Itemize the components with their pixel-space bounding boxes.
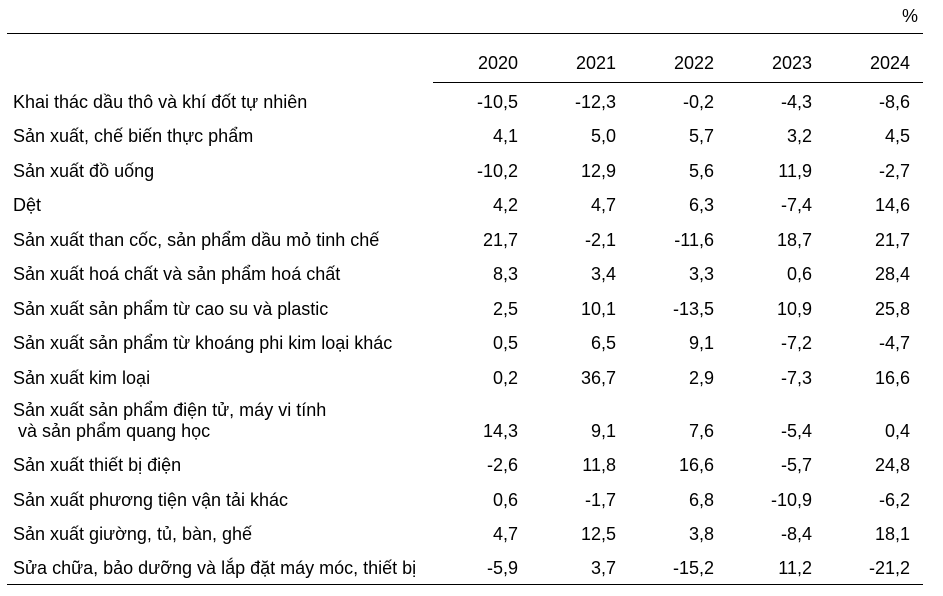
value-cell: -5,9 <box>486 558 518 579</box>
unit-label: % <box>901 6 918 26</box>
value-cell: 4,5 <box>884 126 910 147</box>
value-cell: 6,8 <box>688 489 714 510</box>
value-cell: 7,6 <box>688 420 714 441</box>
value-cell: -4,3 <box>780 91 812 112</box>
value-cell: -5,7 <box>780 455 812 476</box>
row-label: Sản xuất hoá chất và sản phẩm hoá chất <box>13 264 341 285</box>
value-cell: -2,7 <box>878 160 910 181</box>
table-row <box>7 152 923 187</box>
value-cell: 11,8 <box>582 455 616 476</box>
table-row <box>7 550 923 585</box>
row-label: Sản xuất kim loại <box>13 367 151 388</box>
value-cell: 8,3 <box>492 264 518 285</box>
value-cell: 5,0 <box>590 126 616 147</box>
value-cell: 16,6 <box>874 367 910 388</box>
value-cell: 28,4 <box>874 264 910 285</box>
row-label: Sản xuất sản phẩm từ cao su và plastic <box>13 298 329 319</box>
value-cell: -11,6 <box>674 229 714 250</box>
year-header: 2024 <box>825 34 923 83</box>
row-label: Sản xuất phương tiện vận tải khác <box>13 489 289 510</box>
value-cell: 12,5 <box>580 524 616 545</box>
value-cell: 6,3 <box>688 195 714 216</box>
industrial-production-table <box>7 33 923 585</box>
value-cell: -2,1 <box>584 229 616 250</box>
table-row <box>7 255 923 290</box>
value-cell: 18,7 <box>776 229 812 250</box>
value-cell: 3,2 <box>786 126 812 147</box>
value-cell: 11,2 <box>778 558 812 579</box>
table-row <box>7 515 923 550</box>
table-header <box>7 34 923 83</box>
value-cell: 3,7 <box>590 558 616 579</box>
value-cell: 4,2 <box>492 195 518 216</box>
value-cell: -7,3 <box>780 367 812 388</box>
value-cell: 0,6 <box>786 264 812 285</box>
table-row <box>7 290 923 325</box>
value-cell: 5,6 <box>688 160 714 181</box>
value-cell: 4,7 <box>590 195 616 216</box>
value-cell: -7,2 <box>780 333 812 354</box>
value-cell: 14,3 <box>482 420 518 441</box>
value-cell: 0,2 <box>492 367 518 388</box>
table-row <box>7 359 923 394</box>
value-cell: 3,8 <box>688 524 714 545</box>
table-row <box>7 221 923 256</box>
year-header: 2023 <box>727 34 825 83</box>
value-cell: 9,1 <box>688 333 714 354</box>
value-cell: 21,7 <box>482 229 518 250</box>
value-cell: 4,7 <box>492 524 518 545</box>
value-cell: 3,4 <box>590 264 616 285</box>
value-cell: 0,4 <box>884 420 910 441</box>
value-cell: 2,9 <box>688 367 714 388</box>
table-row <box>7 117 923 152</box>
value-cell: -8,4 <box>780 524 812 545</box>
row-label: Sản xuất sản phẩm điện tử, máy vi tính và sản phẩm quang học <box>13 399 327 441</box>
value-cell: 36,7 <box>580 367 616 388</box>
year-header-row <box>7 34 923 83</box>
value-cell: -1,7 <box>584 489 616 510</box>
value-cell: -12,3 <box>574 91 616 112</box>
table-body <box>7 83 923 585</box>
value-cell: 0,6 <box>492 489 518 510</box>
row-label: Sản xuất sản phẩm từ khoáng phi kim loại khác <box>13 333 393 354</box>
table-row <box>7 83 923 118</box>
value-cell: 0,5 <box>492 333 518 354</box>
value-cell: 10,9 <box>776 298 812 319</box>
value-cell: -7,4 <box>780 195 812 216</box>
value-cell: -5,4 <box>780 420 812 441</box>
row-label-header-spacer <box>7 34 433 83</box>
row-label: Sản xuất đồ uống <box>13 160 155 181</box>
value-cell: 5,7 <box>688 126 714 147</box>
value-cell: -15,2 <box>672 558 714 579</box>
value-cell: -13,5 <box>672 298 714 319</box>
year-header: 2020 <box>433 34 531 83</box>
row-label: Sản xuất than cốc, sản phẩm dầu mỏ tinh chế <box>13 229 380 250</box>
value-cell: 12,9 <box>580 160 616 181</box>
value-cell: -2,6 <box>486 455 518 476</box>
value-cell: -6,2 <box>878 489 910 510</box>
table-row <box>7 393 923 446</box>
value-cell: 18,1 <box>874 524 910 545</box>
table-row <box>7 324 923 359</box>
value-cell: 4,1 <box>492 126 518 147</box>
table-row <box>7 186 923 221</box>
row-label: Sản xuất giường, tủ, bàn, ghế <box>13 524 253 545</box>
value-cell: 3,3 <box>688 264 714 285</box>
value-cell: 10,1 <box>580 298 616 319</box>
year-header: 2022 <box>629 34 727 83</box>
value-cell: -10,5 <box>476 91 518 112</box>
value-cell: -21,2 <box>868 558 910 579</box>
row-label: Sản xuất, chế biến thực phẩm <box>13 126 254 147</box>
value-cell: -0,2 <box>682 91 714 112</box>
row-label: Khai thác dầu thô và khí đốt tự nhiên <box>13 91 308 112</box>
value-cell: 9,1 <box>590 420 616 441</box>
row-label: Sản xuất thiết bị điện <box>13 455 182 476</box>
value-cell: 6,5 <box>590 333 616 354</box>
value-cell: -4,7 <box>878 333 910 354</box>
value-cell: 24,8 <box>874 455 910 476</box>
year-header: 2021 <box>531 34 629 83</box>
table-row <box>7 481 923 516</box>
value-cell: 25,8 <box>874 298 910 319</box>
value-cell: 16,6 <box>678 455 714 476</box>
value-cell: 2,5 <box>492 298 518 319</box>
table-row <box>7 446 923 481</box>
value-cell: -10,9 <box>770 489 812 510</box>
value-cell: 11,9 <box>778 160 812 181</box>
row-label: Dệt <box>13 195 42 216</box>
value-cell: 21,7 <box>874 229 910 250</box>
value-cell: 14,6 <box>874 195 910 216</box>
value-cell: -10,2 <box>476 160 518 181</box>
row-label: Sửa chữa, bảo dưỡng và lắp đặt máy móc, thiết bị <box>13 558 417 579</box>
value-cell: -8,6 <box>878 91 910 112</box>
